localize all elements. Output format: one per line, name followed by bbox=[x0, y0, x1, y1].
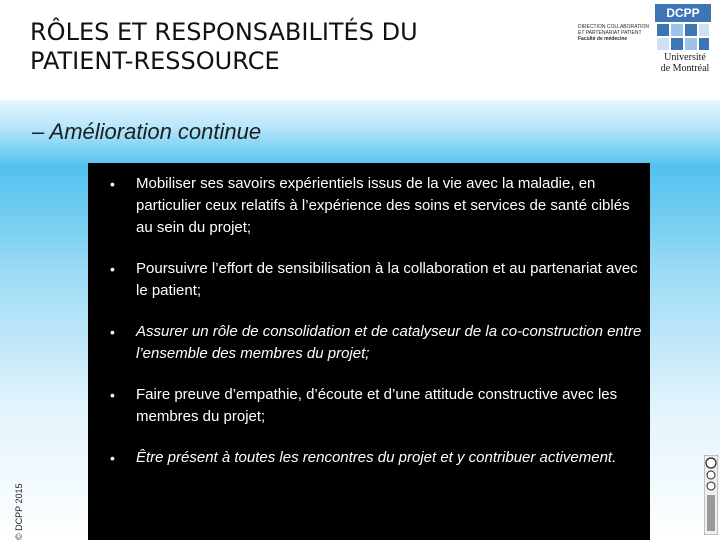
bullet-dot: • bbox=[110, 324, 115, 340]
slide-title-line-1: RÔLES ET RESPONSABILITÉS DU bbox=[30, 18, 418, 46]
bullet-text-3: Assurer un rôle de consolidation et de catalyseur de la co-construction entre l’ensemble des membres du projet; bbox=[136, 323, 642, 362]
puzzle-icon bbox=[655, 22, 711, 52]
universite-de-montreal-logo bbox=[650, 52, 720, 74]
bullet-item-5 bbox=[88, 447, 648, 469]
bullet-item-1 bbox=[88, 173, 648, 239]
direction-logo bbox=[578, 24, 650, 50]
bullet-text-2: Poursuivre l’effort de sensibilisation à la collaboration et au partenariat avec le patient; bbox=[136, 260, 638, 299]
creative-commons-icon bbox=[704, 455, 718, 535]
udem-line-1: Université bbox=[664, 52, 706, 63]
bullet-dot: • bbox=[110, 176, 115, 192]
bullet-item-4 bbox=[88, 384, 648, 428]
dcpp-logo-label: DCPP bbox=[655, 4, 711, 22]
bullet-text-1: Mobiliser ses savoirs expérientiels issus de la vie avec la maladie, en particulier ceux relatifs à l’expérience des soins et services de santé ciblés au sein du projet; bbox=[136, 175, 630, 236]
udem-line-2: de Montréal bbox=[660, 63, 710, 74]
direction-logo-line-1: DIRECTION COLLABORATION bbox=[578, 24, 650, 30]
bullet-dot: • bbox=[110, 261, 115, 277]
bullet-text-5: Être présent à toutes les rencontres du projet et y contribuer activement. bbox=[136, 449, 617, 466]
bullet-item-3 bbox=[88, 321, 648, 365]
bullet-list bbox=[88, 173, 648, 488]
slide-subtitle: – Amélioration continue bbox=[32, 119, 262, 144]
direction-logo-line-3: Faculté de médecine bbox=[578, 36, 628, 42]
bullet-dot: • bbox=[110, 387, 115, 403]
direction-logo-line-2: ET PARTENARIAT PATIENT bbox=[578, 30, 642, 36]
copyright-notice: © DCPP 2015 bbox=[14, 483, 24, 540]
bullet-dot: • bbox=[110, 450, 115, 466]
bullet-text-4: Faire preuve d’empathie, d’écoute et d’une attitude constructive avec les membres du projet; bbox=[136, 386, 618, 425]
bullet-item-2 bbox=[88, 258, 648, 302]
dcpp-logo bbox=[655, 4, 711, 52]
slide-title-line-2: PATIENT-RESSOURCE bbox=[30, 47, 280, 75]
slide-title bbox=[30, 18, 550, 76]
